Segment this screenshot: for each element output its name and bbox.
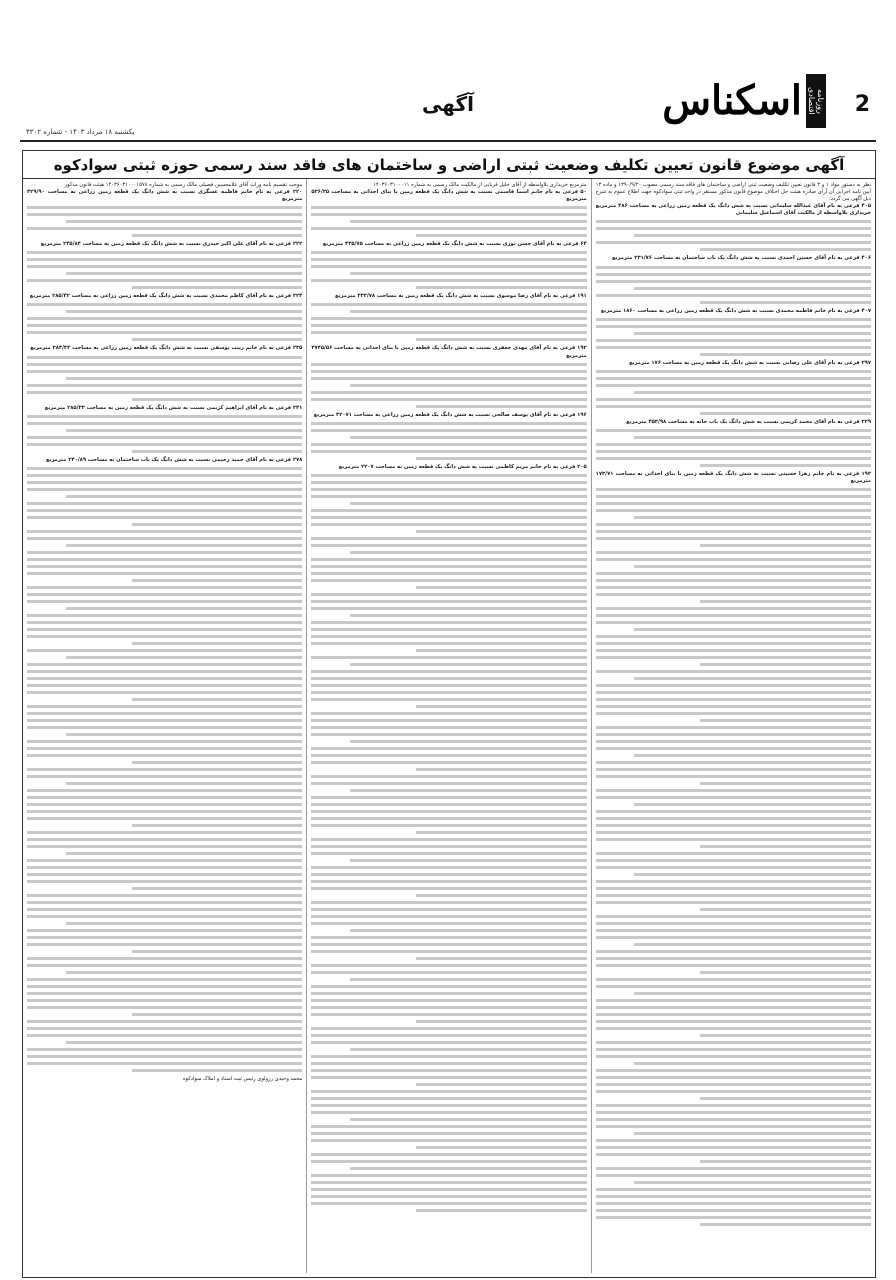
section-title: آگهی	[422, 92, 474, 116]
notice-column-2	[306, 179, 590, 1273]
text-block	[311, 363, 586, 408]
text-block	[311, 303, 586, 341]
text-block	[27, 251, 302, 289]
list-item: ۲۲۹ فرعی به نام آقای محمد کریمی نسبت به شش دانگ یک باب خانه به مساحت ۴۵۳/۹۸ مترمربع	[626, 418, 871, 425]
notice-columns	[23, 179, 875, 1273]
list-item: ۶۴ فرعی به نام آقای حسن نوری نسبت به شش دانگ یک قطعه زمین زراعی به مساحت ۴۳۵/۷۵ مترمربع	[322, 241, 587, 248]
list-item: ۲۲۲ فرعی به نام آقای علی اکبر حیدری نسبت به شش دانگ یک قطعه زمین به مساحت ۲۴۵/۸۴ مترمربع	[40, 241, 303, 248]
column-intro: مترمربع خریداری بلاواسطه از آقای خلیل قربانی از مالکیت مالک رسمی به شماره ۱۴۰۳۶۰۳۱۰۰۰۱۱	[373, 182, 587, 188]
list-item: ۴۰۵ فرعی به نام آقای عبدالله سلیمانی نسبت به شش دانگ یک قطعه زمین زراعی به مساحت ۴۸۶ مترمربع خریداری بلاواسطه از مالکیت آقای اسماعیل سلیمانی	[595, 203, 872, 217]
text-block	[596, 266, 871, 304]
list-item: ۴۰۷ فرعی به نام خانم فاطمه محمدی نسبت به شش دانگ یک قطعه زمین زراعی به مساحت ۱۸۶۰ مترمربع	[600, 307, 871, 314]
notice-box	[22, 150, 876, 1278]
list-item: ۴۰۶ فرعی به نام آقای حسین احمدی نسبت به شش دانگ یک باب ساختمان به مساحت ۲۳۱/۷۶ مترمربع	[611, 255, 871, 262]
list-item: ۲۴۱ فرعی به نام آقای ابراهیم کریمی نسبت به شش دانگ یک قطعه زمین به مساحت ۲۸۵/۳۳ مترمربع	[44, 404, 303, 411]
column-intro: موجب تقسیم نامه وراث آقای غلامحسین فصیلی مالک رسمی به شماره ۱۴۰۳۶۰۳۱۰۰۰۱۵۷۸ هیئت قانون مذکور	[64, 182, 303, 188]
notice-title: آگهی موضوع قانون تعیین تکلیف وضعیت ثبتی اراضی و ساختمان های فاقد سند رسمی حوزه ثبتی سوادکوه	[23, 151, 875, 179]
text-block	[27, 206, 302, 237]
list-item: ۲۷۸ فرعی به نام آقای حمید رحیمی نسبت به شش دانگ یک باب ساختمان به مساحت ۲۴۰/۸۹ مترمربع	[45, 456, 303, 463]
text-block	[596, 318, 871, 356]
notice-column-3	[23, 179, 306, 1273]
text-block	[27, 356, 302, 401]
text-block	[596, 429, 871, 467]
text-block	[596, 488, 871, 1226]
text-block	[311, 251, 586, 289]
text-block	[27, 467, 302, 1072]
text-block	[311, 206, 586, 237]
newspaper-logo	[662, 74, 826, 128]
masthead	[20, 70, 876, 142]
logo-wordmark: اسکناس	[662, 77, 802, 124]
text-block	[596, 370, 871, 415]
list-item: ۵۰ فرعی به نام خانم اسما قاسمی نسبت به شش دانگ یک قطعه زمین با بنای احداثی به مساحت ۵۳۶/۳۵ مترمربع	[311, 189, 587, 203]
list-item: ۱۹۲ فرعی به نام خانم زهرا حسینی نسبت به شش دانگ یک قطعه زمین با بنای احداثی به مساحت ۱۷۳/۷۱ مترمربع	[595, 470, 871, 484]
list-item: ۲۹۷ فرعی به نام آقای علی رضایی نسبت به شش دانگ یک قطعه زمین به مساحت ۱۷۶ مترمربع	[629, 359, 871, 366]
column-intro: نظر به دستور مواد ۱ و ۳ قانون تعیین تکلیف وضعیت ثبتی اراضی و ساختمان های فاقد سند رسمی مصوب ۱۳۹۰/۹/۲۰ و ماده ۱۳ آیین نامه اجرایی آن آرای صادره هیئت حل اختلاف موضوع قانون مذکور مستقر در واحد ثبتی سوادکوه جهت اطلاع عموم به شرح ذیل آگهی می گردد:	[595, 182, 871, 203]
list-item: ۲۰۵ فرعی به نام خانم مریم کاظمی نسبت به شش دانگ یک قطعه زمین به مساحت ۲۲۰۷ مترمربع	[338, 463, 587, 470]
notice-signature: محمد وحیدی رزولوی رئیس ثبت اسناد و املاک سوادکوه	[182, 1075, 303, 1082]
list-item: ۲۲۴ فرعی به نام آقای کاظم محمدی نسبت به شش دانگ یک قطعه زمین زراعی به مساحت ۲۸۵/۴۲ مترمربع	[29, 293, 303, 300]
list-item: ۱۹۶ فرعی به نام آقای یوسف صالحی نسبت به شش دانگ یک قطعه زمین زراعی به مساحت ۳۲۰۷۱ مترمربع	[313, 411, 587, 418]
list-item: ۲۳۵ فرعی به نام خانم زینب یوسفی نسبت به شش دانگ یک قطعه زمین زراعی به مساحت ۳۸۳/۳۳ مترمربع	[30, 345, 303, 352]
text-block	[596, 220, 871, 251]
list-item: ۲۲۰ فرعی به نام خانم فاطمه عسگری نسبت به شش دانگ یک قطعه زمین زراعی به مساحت ۴۲۹/۹۰ مترمربع	[27, 189, 303, 203]
logo-tagline: روزنامه اقتصادی	[806, 74, 826, 128]
text-block	[311, 474, 586, 1212]
list-item: ۱۹۱ فرعی به نام آقای رضا موسوی نسبت به شش دانگ یک قطعه زمین به مساحت ۳۳۳/۷۸ مترمربع	[335, 293, 587, 300]
text-block	[27, 415, 302, 453]
notice-column-1	[591, 179, 875, 1273]
page-number: 2	[854, 92, 870, 117]
text-block	[27, 303, 302, 341]
list-item: ۱۹۲ فرعی به نام آقای مهدی جعفری نسبت به شش دانگ یک قطعه زمین با بنای احداثی به مساحت ۳۷۴۵/۵۶ مترمربع	[311, 345, 587, 359]
text-block	[311, 422, 586, 460]
dateline: یکشنبه ۱۸ مرداد ۱۴۰۳ - شماره ۴۳۰۲	[26, 128, 135, 136]
